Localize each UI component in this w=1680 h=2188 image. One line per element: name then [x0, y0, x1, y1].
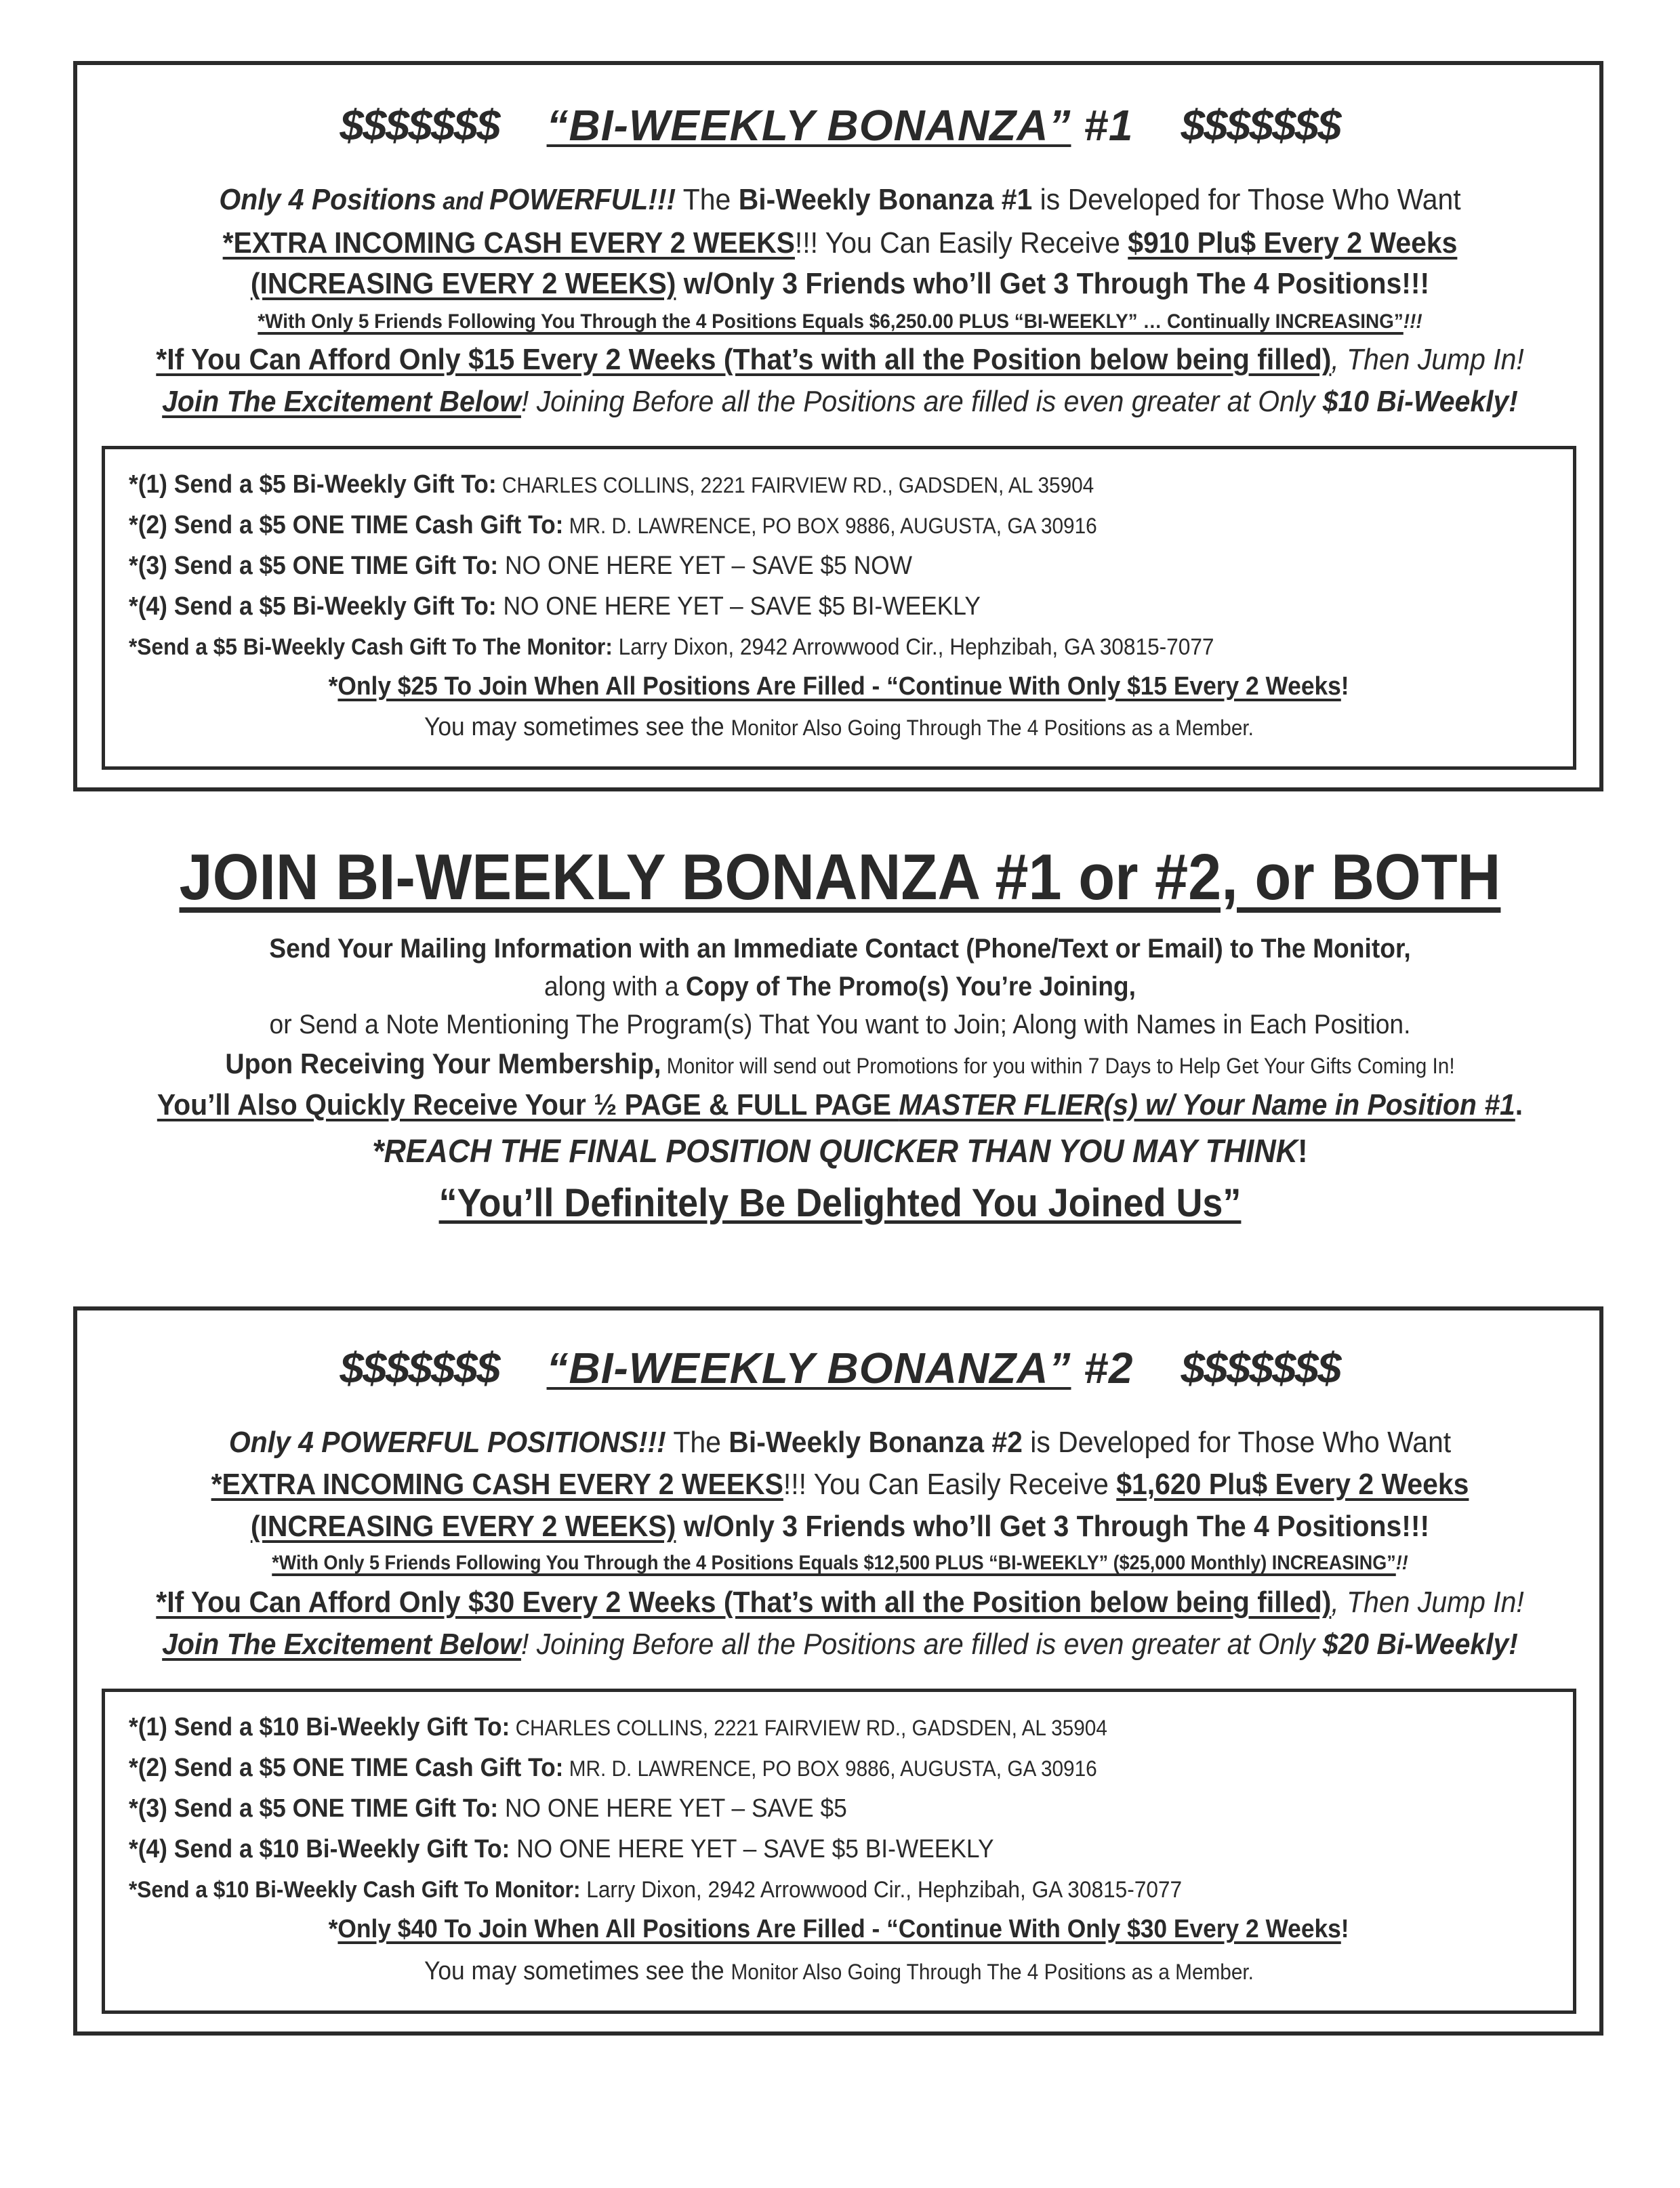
bonanza-2-title [0, 1343, 1680, 1393]
join-line-1: Send Your Mailing Information with an Immediate Contact (Phone/Text or Email) to The Monitor, [269, 934, 1411, 964]
bonanza-1-number: #1 [1071, 101, 1134, 150]
afford-text: *If You Can Afford Only $15 Every 2 Weeks (That’s with all the Position below being filled) [156, 343, 1332, 376]
exclamation: ! [1341, 1915, 1349, 1943]
join-price-text: Only $40 To Join When All Positions Are Filled - “Continue With Only $30 Every 2 Weeks [337, 1915, 1342, 1943]
joining-before-text: ! Joining Before all the Positions are filled is even greater at Only [520, 1628, 1323, 1661]
join-price-text: Only $25 To Join When All Positions Are Filled - “Continue With Only $15 Every 2 Weeks [337, 672, 1342, 701]
program-name: Bi-Weekly Bonanza #2 [729, 1426, 1023, 1459]
bonanza-1-intro-line-2 [59, 226, 1621, 260]
position-label: *(2) Send a $5 ONE TIME Cash Gift To: [129, 511, 564, 539]
position-recipient: CHARLES COLLINS, 2221 FAIRVIEW RD., GADSDEN, AL 35904 [496, 473, 1094, 497]
bonanza-2-intro-line-2 [59, 1468, 1621, 1502]
join-line-4 [59, 1048, 1621, 1080]
bonanza-1-member-note [102, 713, 1576, 742]
delighted-quote: “You’ll Definitely Be Delighted You Joined Us” [438, 1181, 1242, 1225]
bonanza-1-intro-line-6 [59, 385, 1621, 419]
earnings-amount: $910 Plu$ Every 2 Weeks [1128, 226, 1458, 260]
intro-emphasis: Only 4 Positions [219, 183, 437, 216]
exclamation: ! [1341, 672, 1349, 701]
position-label: *(4) Send a $5 Bi-Weekly Gift To: [129, 592, 497, 621]
member-note-text: Monitor Also Going Through The 4 Positions as a Member. [731, 1960, 1254, 1984]
bonanza-2-monitor [129, 1877, 1182, 1903]
bonanza-1-position-3 [129, 552, 912, 581]
intro-text: and [436, 187, 490, 215]
bonanza-1-name: “BI-WEEKLY BONANZA” [546, 101, 1071, 150]
intro-text: is Developed for Those Who Want [1032, 183, 1461, 216]
exclamation: ! [1297, 1134, 1308, 1170]
bonanza-1-join-note [102, 672, 1576, 701]
dollar-signs-right: $$$$$$$ [1181, 1344, 1340, 1392]
position-label: *(2) Send a $5 ONE TIME Cash Gift To: [129, 1754, 564, 1782]
position-label: *(3) Send a $5 ONE TIME Gift To: [129, 552, 499, 580]
join-excitement-text: Join The Excitement Below [162, 1628, 521, 1661]
join-line-6 [59, 1133, 1621, 1170]
extra-cash-text: *EXTRA INCOMING CASH EVERY 2 WEEKS [222, 226, 795, 260]
program-name: Bi-Weekly Bonanza #1 [738, 183, 1033, 216]
bonanza-2-number: #2 [1071, 1344, 1134, 1392]
period: . [1515, 1088, 1523, 1121]
exclamation: !!! [1403, 310, 1422, 333]
intro-text: !!! You Can Easily Receive [783, 1468, 1117, 1501]
reach-final-text: *REACH THE FINAL POSITION QUICKER THAN YOU MAY THINK [372, 1134, 1298, 1170]
bonanza-1-intro-line-1 [59, 183, 1621, 217]
exclamation: !! [1395, 1552, 1408, 1574]
position-recipient: MR. D. LAWRENCE, PO BOX 9886, AUGUSTA, GA 30916 [563, 1756, 1097, 1781]
position-recipient: NO ONE HERE YET – SAVE $5 NOW [498, 552, 912, 580]
position-recipient: NO ONE HERE YET – SAVE $5 BI-WEEKLY [496, 592, 981, 621]
join-line-2 [59, 972, 1621, 1002]
monitor-label: *Send a $10 Bi-Weekly Cash Gift To Monitor: [129, 1877, 581, 1903]
bonanza-1-position-1 [129, 470, 1094, 499]
position-recipient: NO ONE HERE YET – SAVE $5 BI-WEEKLY [510, 1835, 994, 1863]
join-excitement-text: Join The Excitement Below [162, 385, 521, 418]
bonanza-1-intro-line-4 [59, 310, 1621, 333]
bonanza-1-intro-line-5 [59, 343, 1621, 377]
bonanza-2-intro-line-1 [59, 1426, 1621, 1460]
five-friends-text: *With Only 5 Friends Following You Through the 4 Positions Equals $12,500 PLUS “BI-WEEKLY” ($25,000 Monthly) INCREASING” [272, 1552, 1396, 1574]
dollar-signs-right: $$$$$$$ [1181, 101, 1340, 150]
master-flier-text: MASTER FLIER(s) w/ Your Name in Position #1 [899, 1088, 1515, 1121]
join-text: along with a [544, 972, 686, 1002]
bonanza-2-intro-line-4 [84, 1552, 1596, 1575]
early-price: $10 Bi-Weekly! [1322, 385, 1518, 418]
bonanza-2-intro-line-5 [59, 1586, 1621, 1619]
promotions-text: Monitor will send out Promotions for you within 7 Days to Help Get Your Gifts Coming In! [661, 1054, 1455, 1078]
bonanza-2-position-1 [129, 1713, 1107, 1742]
bonanza-1-position-2 [129, 511, 1097, 540]
bonanza-1-title [0, 100, 1680, 150]
member-note-text: You may sometimes see the [424, 713, 731, 741]
intro-text: w/Only 3 Friends who’ll Get 3 Through The 4 Positions!!! [676, 1510, 1430, 1543]
intro-text: The [676, 183, 739, 216]
asterisk: * [329, 672, 338, 701]
bonanza-2-join-note [102, 1915, 1576, 1944]
monitor-address: Larry Dixon, 2942 Arrowwood Cir., Hephzibah, GA 30815-7077 [580, 1877, 1183, 1903]
dollar-signs-left: $$$$$$$ [340, 101, 499, 150]
bonanza-2-member-note [102, 1957, 1576, 1986]
earnings-amount: $1,620 Plu$ Every 2 Weeks [1116, 1468, 1469, 1501]
bonanza-1-intro-line-3 [59, 267, 1621, 301]
monitor-label: *Send a $5 Bi-Weekly Cash Gift To The Monitor: [129, 634, 613, 660]
member-note-text: You may sometimes see the [424, 1957, 731, 1985]
position-recipient: MR. D. LAWRENCE, PO BOX 9886, AUGUSTA, GA 30916 [563, 514, 1097, 538]
copy-promo-text: Copy of The Promo(s) You’re Joining, [685, 972, 1136, 1002]
receive-flier-text: You’ll Also Quickly Receive Your ½ PAGE & FULL PAGE [157, 1088, 899, 1121]
join-heading [67, 840, 1613, 915]
five-friends-text: *With Only 5 Friends Following You Through the 4 Positions Equals $6,250.00 PLUS “BI-WEEKLY” … Continually INCREASING” [258, 310, 1404, 333]
position-recipient: CHARLES COLLINS, 2221 FAIRVIEW RD., GADSDEN, AL 35904 [510, 1716, 1107, 1740]
bonanza-2-intro-line-3 [59, 1510, 1621, 1544]
bonanza-1-monitor [129, 634, 1214, 661]
join-line-7 [59, 1180, 1621, 1226]
bonanza-2-position-3 [129, 1794, 847, 1823]
bonanza-1-position-4 [129, 592, 981, 621]
intro-text: is Developed for Those Who Want [1022, 1426, 1452, 1459]
joining-before-text: ! Joining Before all the Positions are filled is even greater at Only [520, 385, 1323, 418]
bonanza-2-intro-line-6 [59, 1628, 1621, 1661]
jump-in-text: , Then Jump In! [1331, 343, 1524, 376]
join-line-5 [59, 1088, 1621, 1122]
position-label: *(3) Send a $5 ONE TIME Gift To: [129, 1794, 499, 1823]
bonanza-2-position-4 [129, 1835, 994, 1864]
increasing-text: (INCREASING EVERY 2 WEEKS) [250, 267, 676, 300]
extra-cash-text: *EXTRA INCOMING CASH EVERY 2 WEEKS [211, 1468, 783, 1501]
position-label: *(1) Send a $5 Bi-Weekly Gift To: [129, 470, 497, 499]
intro-emphasis: Only 4 POWERFUL POSITIONS!!! [228, 1426, 666, 1459]
intro-text: !!! You Can Easily Receive [794, 226, 1128, 260]
membership-text: Upon Receiving Your Membership, [225, 1048, 661, 1079]
asterisk: * [329, 1915, 338, 1943]
dollar-signs-left: $$$$$$$ [340, 1344, 499, 1392]
jump-in-text: , Then Jump In! [1331, 1586, 1524, 1619]
early-price: $20 Bi-Weekly! [1322, 1628, 1518, 1661]
increasing-text: (INCREASING EVERY 2 WEEKS) [250, 1510, 676, 1543]
afford-text: *If You Can Afford Only $30 Every 2 Weeks (That’s with all the Position below being filled) [156, 1586, 1332, 1619]
bonanza-2-position-2 [129, 1754, 1097, 1783]
position-recipient: NO ONE HERE YET – SAVE $5 [498, 1794, 847, 1823]
intro-text: w/Only 3 Friends who’ll Get 3 Through The 4 Positions!!! [676, 267, 1430, 300]
member-note-text: Monitor Also Going Through The 4 Positions as a Member. [731, 716, 1254, 740]
monitor-address: Larry Dixon, 2942 Arrowwood Cir., Hephzibah, GA 30815-7077 [612, 634, 1214, 660]
intro-text: The [665, 1426, 729, 1459]
join-heading-text: JOIN BI-WEEKLY BONANZA #1 or #2, or BOTH [179, 841, 1501, 913]
position-label: *(4) Send a $10 Bi-Weekly Gift To: [129, 1835, 510, 1863]
position-label: *(1) Send a $10 Bi-Weekly Gift To: [129, 1713, 510, 1741]
intro-emphasis: POWERFUL!!! [489, 183, 676, 216]
bonanza-2-name: “BI-WEEKLY BONANZA” [546, 1344, 1071, 1392]
join-line-3: or Send a Note Mentioning The Program(s) That You want to Join; Along with Names in Each Position. [269, 1010, 1411, 1039]
